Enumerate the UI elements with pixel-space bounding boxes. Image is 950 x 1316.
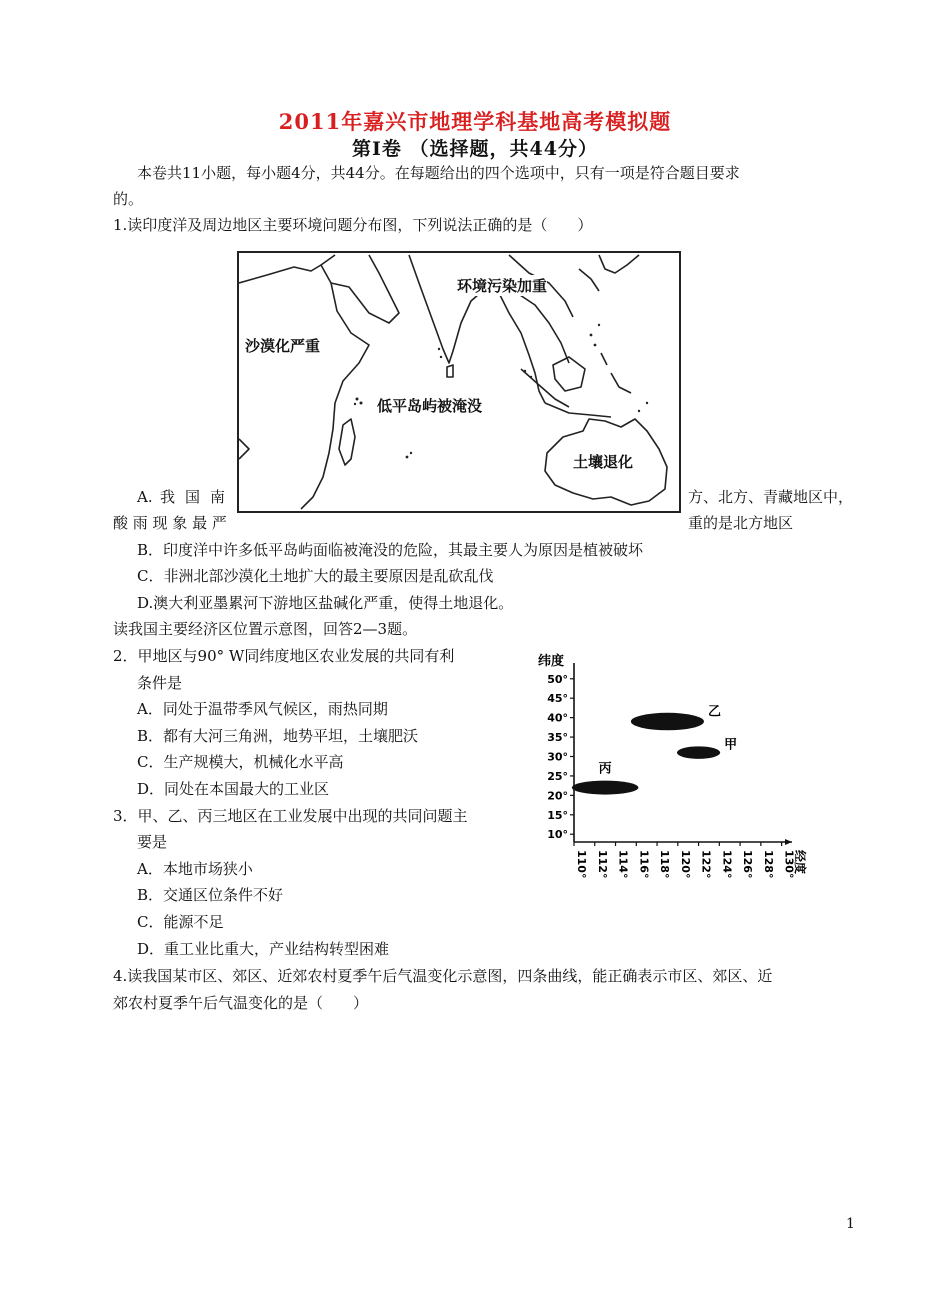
q2-optA: A．同处于温带季风气候区，雨热同期 [137, 700, 388, 718]
zone-label-丙: 丙 [598, 761, 612, 777]
q3-stem-1: 3．甲、乙、丙三地区在工业发展中出现的共同问题主 [113, 807, 468, 825]
y-tick-label: 10° [547, 828, 568, 842]
zone-label-甲: 甲 [724, 737, 738, 753]
x-tick-label: 130° [782, 850, 796, 879]
zone-label-乙: 乙 [707, 704, 721, 720]
q1-optC: C．非洲北部沙漠化土地扩大的最主要原因是乱砍乱伐 [137, 567, 494, 585]
q1-optA-left-2: 酸 雨 现 象 最 严 [113, 514, 227, 532]
y-tick-label: 20° [547, 789, 568, 803]
x-tick-label: 126° [741, 850, 755, 879]
y-tick-label: 30° [547, 750, 568, 764]
q3-optB: B．交通区位条件不好 [137, 886, 284, 904]
x-tick-label: 118° [658, 850, 672, 879]
q1-optA-left-1: A. 我 国 南 [137, 488, 225, 506]
q1-optD: D.澳大利亚墨累河下游地区盐碱化严重，使得土地退化。 [137, 594, 514, 612]
q3-optC: C．能源不足 [137, 913, 224, 931]
x-tick-label: 122° [699, 850, 713, 879]
section-title: 第Ⅰ卷 （选择题，共44分） [352, 138, 598, 160]
x-tick-label: 120° [678, 850, 692, 879]
y-tick-label: 15° [547, 808, 568, 822]
page-number: 1 [846, 1216, 855, 1232]
x-tick-label: 116° [637, 850, 651, 879]
intro-line-1: 本卷共11小题，每小题4分，共44分。在每题给出的四个选项中，只有一项是符合题目要求 [137, 164, 740, 182]
q1-stem: 1.读印度洋及周边地区主要环境问题分布图，下列说法正确的是（ ） [113, 216, 593, 234]
q23-intro: 读我国主要经济区位置示意图，回答2—3题。 [113, 620, 418, 638]
q3-stem-2: 要是 [137, 833, 168, 851]
q2-optD: D．同处在本国最大的工业区 [137, 780, 330, 798]
q4-line-1: 4.读我国某市区、郊区、近郊农村夏季午后气温变化示意图，四条曲线，能正确表示市区、郊区、近 [113, 967, 773, 985]
q4-line-2: 郊农村夏季午后气温变化的是（ ） [113, 994, 369, 1012]
x-tick-label: 124° [720, 850, 734, 879]
q3-optA: A．本地市场狭小 [137, 860, 253, 878]
intro-line-2: 的。 [113, 190, 144, 208]
zone-chart-svg [530, 645, 820, 887]
paper-title: 2011年嘉兴市地理学科基地高考模拟题 [278, 109, 672, 134]
map-label-soil: 土壤退化 [573, 453, 634, 471]
q1-optA-right-2: 重的是北方地区 [688, 514, 794, 532]
x-tick-label: 110° [575, 850, 588, 879]
y-tick-label: 45° [547, 692, 568, 706]
q2-stem-1: 2．甲地区与90° W同纬度地区农业发展的共同有利 [113, 647, 455, 665]
q3-optD: D．重工业比重大，产业结构转型困难 [137, 940, 390, 958]
q2-optC: C．生产规模大，机械化水平高 [137, 753, 344, 771]
map-label-pollution: 环境污染加重 [457, 277, 548, 295]
y-axis-label: 纬度 [538, 654, 565, 669]
q2-optB: B．都有大河三角洲，地势平坦，土壤肥沃 [137, 727, 419, 745]
q2-stem-2: 条件是 [137, 674, 183, 692]
y-tick-label: 40° [547, 711, 568, 725]
zone-point-甲 [677, 746, 720, 759]
q1-optA-right-1: 方、北方、青藏地区中， [688, 488, 854, 506]
indian-ocean-map [237, 251, 681, 513]
map-label-desert: 沙漠化严重 [245, 337, 321, 355]
x-tick-label: 112° [595, 850, 609, 879]
zone-point-乙 [631, 713, 704, 730]
x-axis-arrow [785, 839, 792, 845]
x-axis-label: 经度 [793, 850, 807, 875]
zone-point-丙 [572, 781, 638, 795]
y-tick-label: 25° [547, 769, 568, 783]
y-tick-label: 50° [547, 672, 568, 686]
y-tick-label: 35° [547, 731, 568, 745]
x-tick-label: 128° [761, 850, 775, 879]
x-tick-label: 114° [616, 850, 630, 879]
q1-optB: B．印度洋中许多低平岛屿面临被淹没的危险，其最主要人为原因是植被破坏 [137, 541, 644, 559]
economic-zone-chart [530, 645, 820, 887]
map-label-islands: 低平岛屿被淹没 [377, 397, 483, 415]
